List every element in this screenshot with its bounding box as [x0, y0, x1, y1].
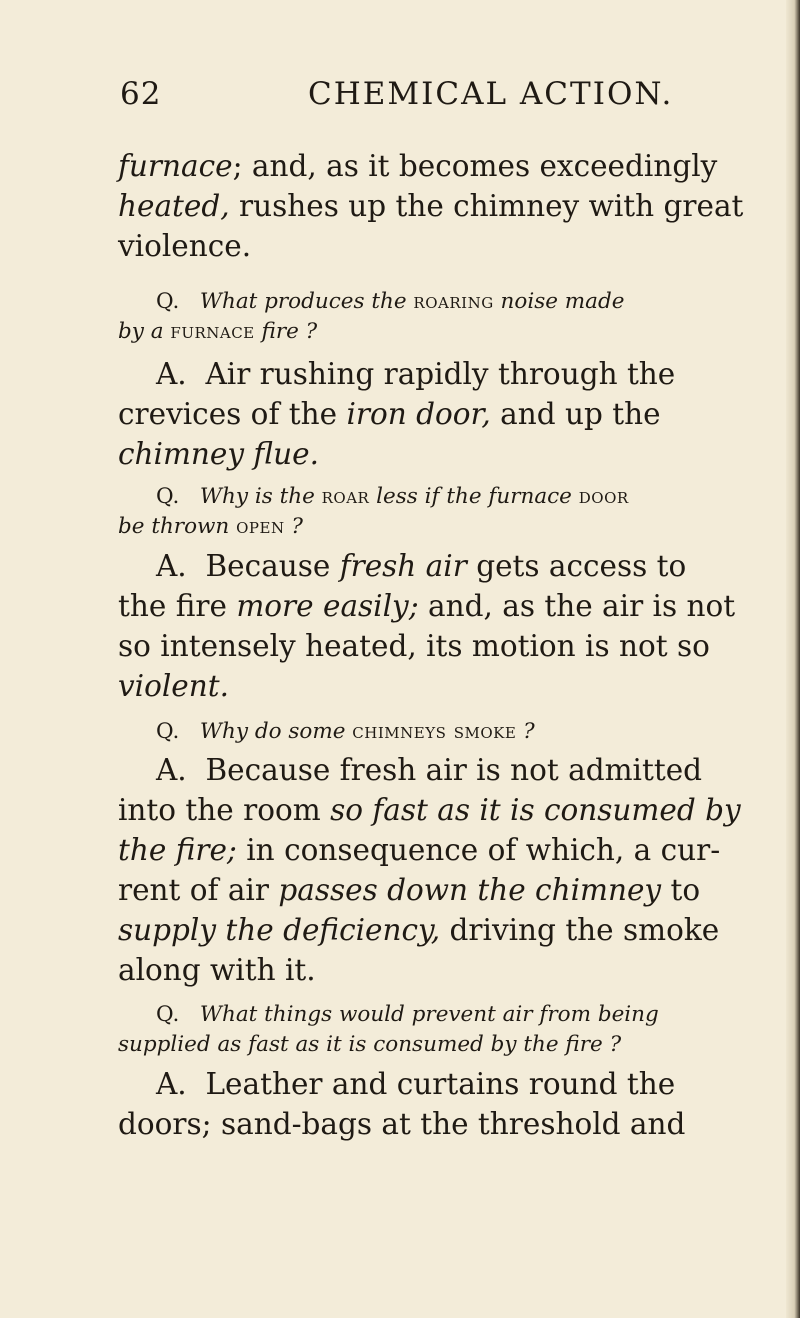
text-line [118, 354, 768, 394]
italic-text: more easily; [236, 589, 419, 623]
text-line [118, 790, 768, 830]
page-number: 62 [120, 76, 162, 112]
text-span: ; and, as it becomes exceedingly [232, 149, 718, 183]
answer-label: A. [156, 549, 187, 583]
text-line: doors; sand-bags at the threshold and [118, 1107, 686, 1141]
text-line [118, 666, 768, 706]
continuation-paragraph [118, 146, 768, 266]
text-span: gets access to [466, 549, 687, 583]
question-1 [118, 287, 768, 347]
text-line [118, 186, 768, 226]
italic-text: passes down the chimney [278, 873, 662, 907]
answer-1 [118, 354, 768, 474]
question-label: Q. [156, 1002, 180, 1027]
italic-text: fresh air [339, 549, 467, 583]
text-span: ? [284, 514, 303, 539]
question-3 [118, 717, 768, 747]
small-caps-text: chimneys smoke [352, 719, 517, 744]
page-edge-shadow [786, 0, 800, 1318]
small-caps-text: roaring [413, 289, 494, 314]
text-line [118, 287, 768, 317]
text-line [118, 870, 768, 910]
question-label: Q. [156, 289, 180, 314]
italic-text: chimney flue. [118, 437, 319, 471]
small-caps-text: door [578, 484, 629, 509]
italic-text: heated, [118, 189, 230, 223]
text-span: Because fresh air is not admitted [205, 753, 703, 787]
italic-text: so fast as it is consumed by [330, 793, 741, 827]
small-caps-text: furnace [170, 319, 255, 344]
text-span: crevices of the [118, 397, 347, 431]
text-line [118, 482, 768, 512]
question-label: Q. [156, 719, 180, 744]
text-span: by a [118, 319, 171, 344]
small-caps-text: roar [321, 484, 370, 509]
text-span: to [661, 873, 701, 907]
text-span: the fire [118, 589, 237, 623]
text-span: less if the furnace [369, 484, 579, 509]
text-line [118, 512, 768, 542]
text-line: violence. [118, 229, 252, 263]
small-caps-text: open [236, 514, 285, 539]
text-span: ? [516, 719, 535, 744]
text-span: Leather and curtains round the [205, 1067, 676, 1101]
text-span: What produces the [199, 289, 414, 314]
text-span: be thrown [118, 514, 237, 539]
text-line [118, 394, 768, 434]
text-span: rent of air [118, 873, 279, 907]
text-line [118, 317, 768, 347]
italic-text: furnace [118, 149, 233, 183]
text-line [118, 717, 768, 747]
text-line: supplied as fast as it is consumed by the fire ? [118, 1032, 622, 1057]
answer-label: A. [156, 753, 187, 787]
answer-label: A. [156, 357, 187, 391]
text-line [118, 830, 768, 870]
running-title: CHEMICAL ACTION. [308, 76, 674, 112]
text-span: fire ? [254, 319, 318, 344]
text-span: in consequence of which, a cur- [236, 833, 721, 867]
italic-text: iron door, [346, 397, 491, 431]
text-line [118, 1000, 768, 1030]
text-span: Because [205, 549, 340, 583]
text-line [118, 546, 768, 586]
answer-label: A. [156, 1067, 187, 1101]
text-span: and, as the air is not [418, 589, 736, 623]
text-line [118, 910, 768, 950]
answer-3 [118, 750, 768, 990]
text-span: Why is the [199, 484, 322, 509]
italic-text: violent. [118, 669, 229, 703]
text-span: driving the smoke [440, 913, 720, 947]
italic-text: supply the deficiency, [118, 913, 441, 947]
answer-4 [118, 1064, 768, 1144]
answer-2 [118, 546, 768, 706]
text-span: into the room [118, 793, 331, 827]
text-line [118, 1064, 768, 1104]
question-4 [118, 1000, 768, 1060]
text-span: noise made [493, 289, 625, 314]
text-span: rushes up the chimney with great [229, 189, 744, 223]
question-label: Q. [156, 484, 180, 509]
text-line: along with it. [118, 953, 316, 987]
text-line [118, 434, 768, 474]
text-span: Why do some [199, 719, 353, 744]
text-line [118, 750, 768, 790]
text-line [118, 146, 768, 186]
text-span: and up the [490, 397, 661, 431]
italic-text: the fire; [118, 833, 237, 867]
text-line: so intensely heated, its motion is not so [118, 629, 710, 663]
text-line [118, 586, 768, 626]
question-2 [118, 482, 768, 542]
text-span: What things would prevent air from being [199, 1002, 659, 1027]
text-span: Air rushing rapidly through the [205, 357, 676, 391]
